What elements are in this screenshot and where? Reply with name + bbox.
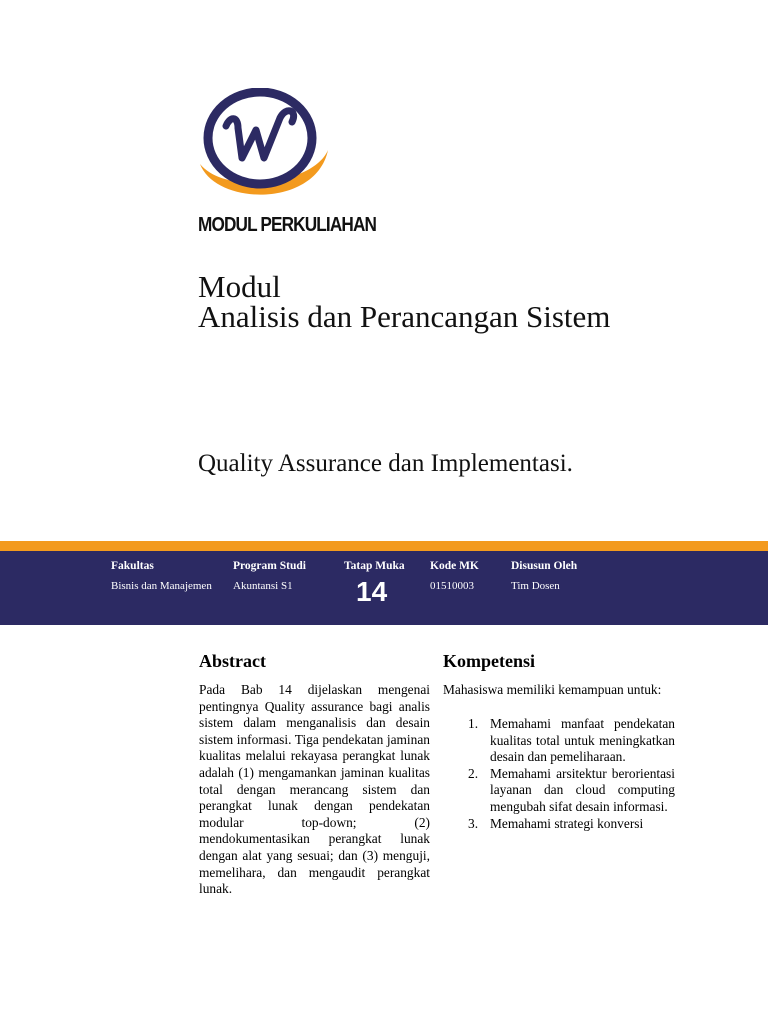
kode-mk-value: 01510003	[430, 580, 474, 592]
list-item-number: 3.	[468, 815, 479, 831]
fakultas-column	[111, 559, 212, 593]
page-title	[198, 269, 611, 334]
program-studi-label: Program Studi	[233, 560, 306, 572]
program-studi-value: Akuntansi S1	[233, 580, 293, 592]
kompetensi-list	[443, 716, 675, 832]
disusun-oleh-column	[511, 559, 577, 593]
tatap-muka-column	[344, 559, 405, 607]
circle-w-logo-icon	[196, 88, 332, 208]
abstract-section	[199, 650, 266, 672]
list-item-text: Memahami arsitektur berorientasi layanan dan cloud computing mengubah sifat desain informasi.	[490, 765, 675, 814]
tatap-muka-label: Tatap Muka	[344, 560, 405, 572]
program-studi-column	[233, 559, 306, 593]
kode-mk-column	[430, 559, 479, 593]
fakultas-value: Bisnis dan Manajemen	[111, 580, 212, 592]
kompetensi-heading: Kompetensi	[443, 651, 535, 671]
title-line-1: Modul	[198, 269, 281, 304]
list-item	[443, 716, 675, 766]
title-line-2: Analisis dan Perancangan Sistem	[198, 299, 611, 334]
university-logo	[196, 88, 332, 208]
kode-mk-label: Kode MK	[430, 560, 479, 572]
list-item-text: Memahami manfaat pendekatan kualitas total untuk meningkatkan desain dan pemeliharaan.	[490, 716, 675, 765]
kompetensi-section	[443, 650, 535, 672]
fakultas-label: Fakultas	[111, 560, 154, 572]
abstract-heading: Abstract	[199, 651, 266, 671]
module-label: MODUL PERKULIAHAN	[198, 214, 377, 236]
list-item	[443, 766, 675, 816]
tatap-muka-value: 14	[356, 576, 388, 607]
info-band	[0, 551, 768, 625]
list-item-text: Memahami strategi konversi	[490, 815, 644, 831]
disusun-oleh-value: Tim Dosen	[511, 580, 560, 592]
kompetensi-intro: Mahasiswa memiliki kemampuan untuk:	[443, 682, 662, 697]
list-item-number: 1.	[468, 716, 479, 731]
page-subtitle: Quality Assurance dan Implementasi.	[198, 450, 573, 477]
disusun-oleh-label: Disusun Oleh	[511, 560, 578, 572]
orange-divider	[0, 541, 768, 551]
list-item	[443, 816, 675, 833]
list-item-number: 2.	[468, 765, 479, 781]
abstract-body: Pada Bab 14 dijelaskan mengenai pentingnya Quality assurance bagi analis sistem dalam menganalisis dan desain sistem informasi. Tiga pendekatan jaminan kualitas melalui rekayasa perangkat lunak adalah (1) mengamankan jaminan kualitas total dengan merancang sistem dan perangkat lunak dengan pendekatan modular top-down; (2) mendokumentasikan perangkat lunak dengan alat yang sesuai; dan (3) menguji, memelihara, dan mengaudit perangkat lunak.	[199, 682, 430, 897]
